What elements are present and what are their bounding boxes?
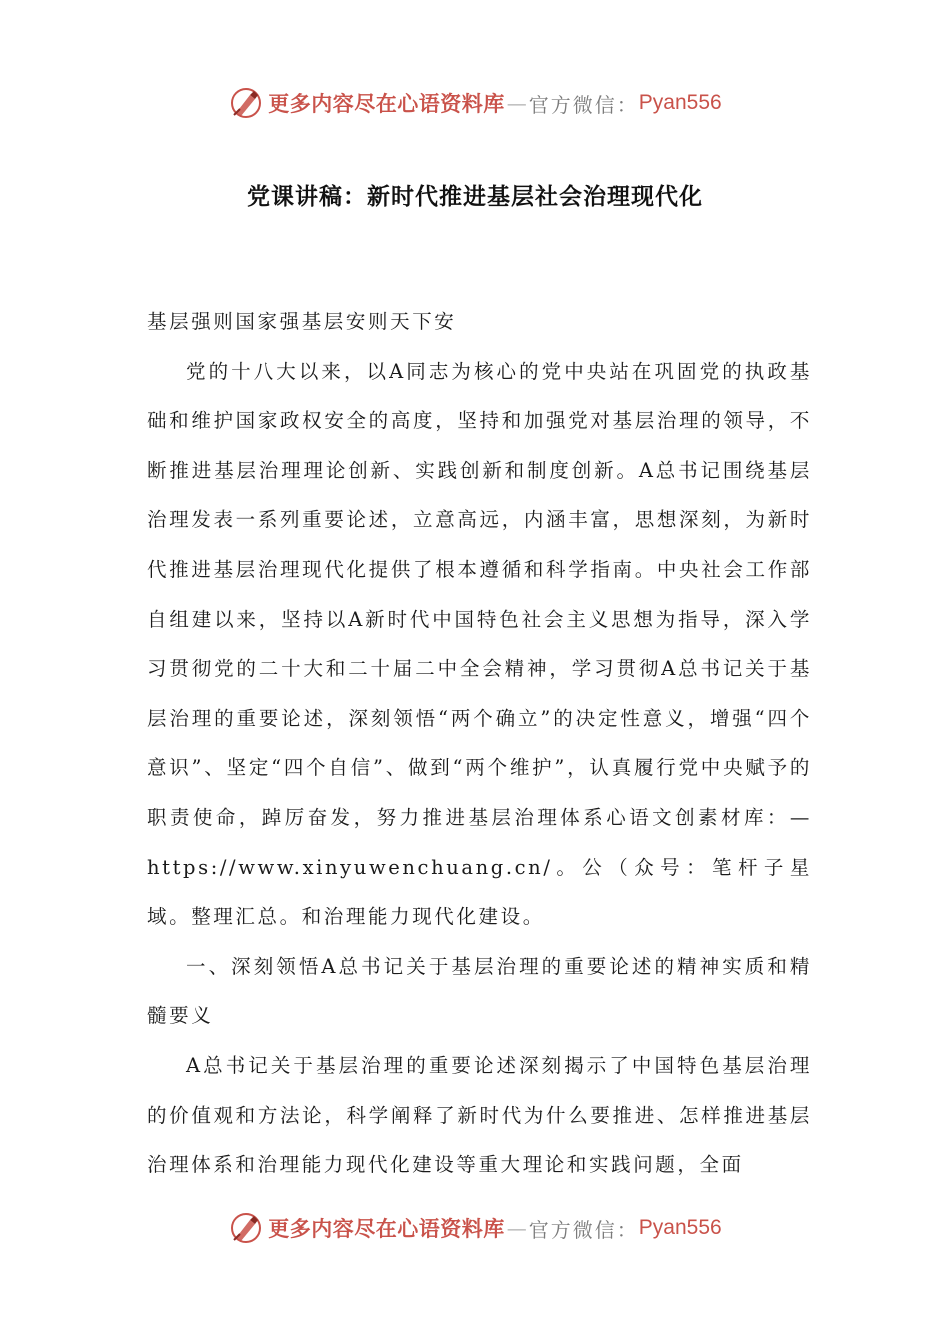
watermark-dash: — xyxy=(506,1216,527,1240)
document-body xyxy=(147,297,812,1190)
pen-nib-logo-icon xyxy=(228,1210,264,1246)
body-paragraph: 党的十八大以来，以A同志为核心的党中央站在巩固党的执政基础和维护国家政权安全的高度，坚持和加强党对基层治理的领导，不断推进基层治理理论创新、实践创新和制度创新。A总书记围绕基层治理发表一系列重要论述，立意高远，内涵丰富，思想深刻，为新时代推进基层治理现代化提供了根本遵循和科学指南。中央社会工作部自组建以来，坚持以A新时代中国特色社会主义思想为指导，深入学习贯彻党的二十大和二十届二中全会精神，学习贯彻A总书记关于基层治理的重要论述，深刻领悟“两个确立”的决定性意义，增强“四个意识”、坚定“四个自信”、做到“两个维护”，认真履行党中央赋予的职责使命，踔厉奋发，努力推进基层治理体系心语文创素材库：—https://www.xinyuwenchuang.cn/。公（众号：笔杆子星域。整理汇总。和治理能力现代化建设。 xyxy=(147,359,812,929)
section-heading: 一、深刻领悟A总书记关于基层治理的重要论述的精神实质和精髓要义 xyxy=(147,954,812,1028)
body-paragraph: A总书记关于基层治理的重要论述深刻揭示了中国特色基层治理的价值观和方法论，科学阐释了新时代为什么要推进、怎样推进基层治理体系和治理能力现代化建设等重大理论和实践问题，全面 xyxy=(147,1053,812,1177)
watermark-brand-text: 更多内容尽在心语资料库 xyxy=(268,1216,505,1241)
watermark-wechat-label: 官方微信： xyxy=(528,92,639,117)
document-title: 党课讲稿：新时代推进基层社会治理现代化 xyxy=(247,184,703,210)
watermark-wechat-handle: Pyan556 xyxy=(638,1216,722,1239)
pen-nib-logo-icon xyxy=(228,85,264,121)
watermark-banner-top xyxy=(0,83,950,123)
watermark-banner-bottom xyxy=(0,1208,950,1248)
watermark-wechat-handle: Pyan556 xyxy=(638,91,722,114)
document-subtitle: 基层强则国家强基层安则天下安 xyxy=(147,310,457,333)
watermark-brand-text: 更多内容尽在心语资料库 xyxy=(268,91,505,116)
watermark-wechat-label: 官方微信： xyxy=(528,1217,639,1242)
watermark-dash: — xyxy=(506,91,527,115)
